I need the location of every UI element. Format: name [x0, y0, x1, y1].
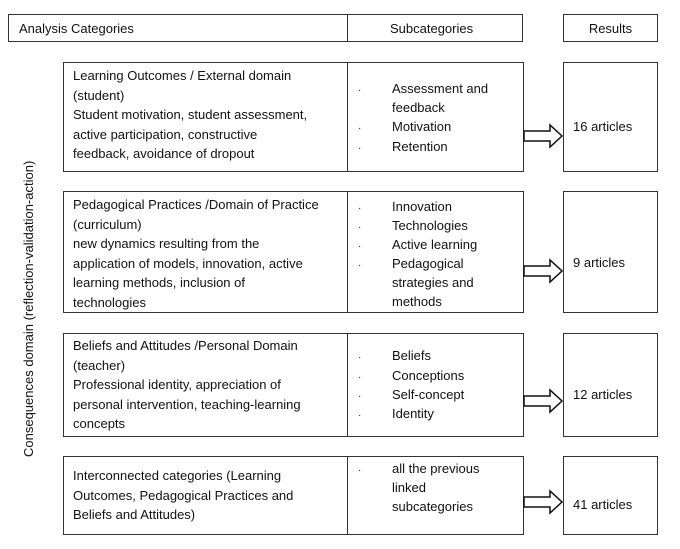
row2-sub-technologies: Technologies [392, 218, 468, 233]
row4-category-text [73, 466, 293, 525]
header-subcategories-label: Subcategories [390, 20, 474, 36]
row3-line: (teacher) [73, 357, 126, 373]
row2-line: new dynamics resulting from the [73, 236, 260, 251]
bullet: · [358, 203, 362, 214]
row4-line: Interconnected categories (Learning [73, 468, 282, 483]
header-results-label: Results [588, 20, 633, 36]
row1-line: (student) [73, 87, 125, 103]
sub-line: all the previous [392, 461, 480, 476]
row1-sub-motivation: Motivation [392, 119, 452, 134]
row3-line: concepts [73, 416, 126, 431]
row1-category-text [73, 66, 307, 164]
bullet: · [358, 241, 362, 252]
row4-arrow-icon [524, 491, 564, 513]
row1-sub-retention: Retention [392, 139, 448, 154]
sub-line: methods [392, 294, 442, 309]
row3-sub-beliefs: Beliefs [392, 348, 432, 363]
row2-line: learning methods, inclusion of [73, 275, 245, 290]
row2-line: (curriculum) [73, 216, 142, 232]
header-subcategories [347, 14, 523, 42]
sub-line: Pedagogical [392, 256, 464, 271]
row1-result: 16 articles [573, 119, 633, 134]
row2-divider [347, 191, 348, 313]
row2-result-box [563, 191, 658, 313]
bullet: · [358, 465, 362, 476]
row4-line: Beliefs and Attitudes) [73, 507, 196, 522]
header-results [563, 14, 658, 42]
row2-line: application of models, innovation, active [73, 255, 303, 271]
row3-category-text [73, 336, 301, 434]
bullet: · [358, 143, 362, 154]
row3-line: personal intervention, teaching-learning [73, 396, 301, 412]
bullet: · [358, 123, 362, 134]
row1-sub-assessment [392, 79, 488, 117]
bullet: · [358, 352, 362, 363]
row2-sub-active-learning: Active learning [392, 237, 478, 252]
row1-line: Learning Outcomes / External domain [73, 68, 292, 83]
header-analysis-categories [8, 14, 348, 42]
row2-arrow-icon [524, 260, 564, 282]
row4-divider [347, 456, 348, 535]
row1-divider [347, 62, 348, 172]
bullet: · [358, 410, 362, 421]
side-label-text: Consequences domain (reflection-validation-action) [21, 160, 36, 457]
header-analysis-label: Analysis Categories [19, 20, 134, 36]
row3-sub-identity: Identity [392, 406, 434, 421]
row3-divider [347, 333, 348, 437]
row2-category-text [73, 195, 319, 312]
row3-sub-conceptions: Conceptions [392, 368, 465, 383]
row2-line: technologies [73, 294, 146, 310]
sub-line: Assessment and [392, 81, 489, 96]
sub-line: feedback [392, 100, 445, 115]
row1-line: active participation, constructive [73, 126, 258, 142]
row1-arrow-icon [524, 125, 564, 147]
row3-result-box [563, 333, 658, 437]
row3-arrow-icon [524, 390, 564, 412]
row1-result-box [563, 62, 658, 172]
row3-result: 12 articles [573, 387, 633, 402]
bullet: · [358, 391, 362, 402]
bullet: · [358, 85, 362, 96]
row1-line: feedback, avoidance of dropout [73, 146, 255, 161]
sub-line: subcategories [392, 499, 473, 514]
row4-result-box [563, 456, 658, 535]
row3-line: Professional identity, appreciation of [73, 377, 281, 392]
bullet: · [358, 222, 362, 233]
row2-result: 9 articles [573, 255, 626, 270]
row4-sub-all-previous [392, 459, 479, 516]
sub-line: linked [392, 480, 426, 495]
bullet: · [358, 372, 362, 383]
row3-sub-self-concept: Self-concept [392, 387, 465, 402]
row2-line: Pedagogical Practices /Domain of Practice [73, 197, 319, 212]
row2-sub-pedagogical [392, 254, 474, 311]
row3-line: Beliefs and Attitudes /Personal Domain [73, 338, 298, 353]
sub-line: strategies and [392, 275, 474, 290]
row1-line: Student motivation, student assessment, [73, 107, 308, 122]
row4-result: 41 articles [573, 497, 633, 512]
row4-line: Outcomes, Pedagogical Practices and [73, 487, 294, 503]
row2-sub-innovation: Innovation [392, 199, 452, 214]
bullet: · [358, 260, 362, 271]
